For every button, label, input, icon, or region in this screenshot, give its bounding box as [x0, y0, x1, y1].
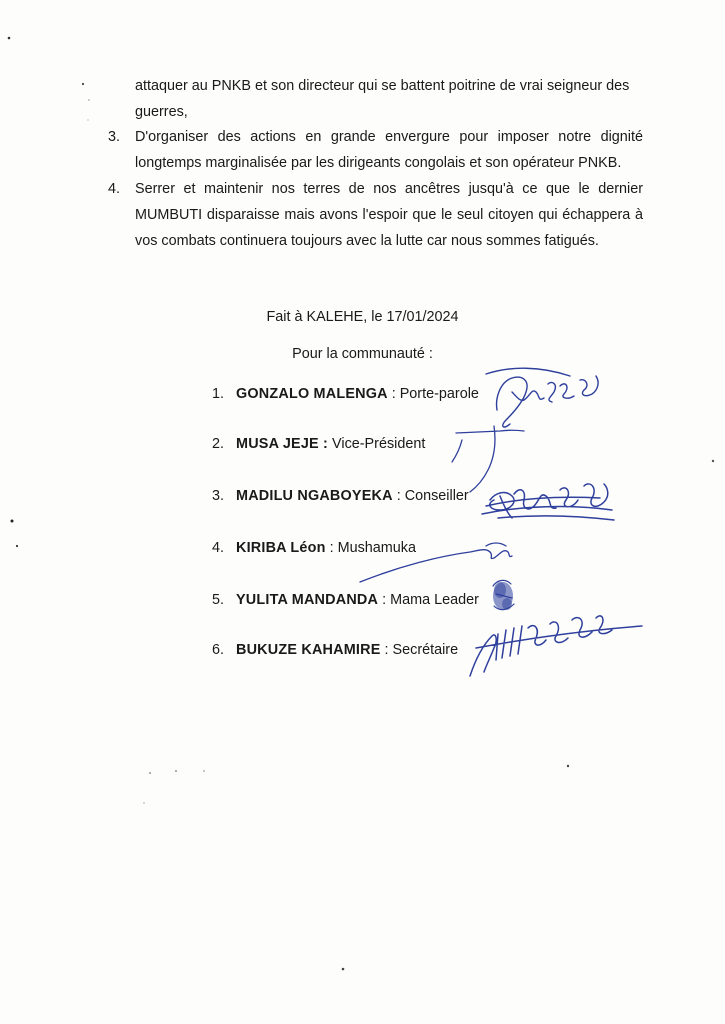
continuation-line-1: attaquer au PNKB et son directeur qui se battent poitrine de vrai seigneur des — [135, 78, 630, 94]
signatory-role: Conseiller — [404, 488, 469, 504]
for-community-heading: Pour la communauté : — [292, 346, 433, 362]
signatory-row — [212, 436, 425, 452]
signatory-row — [212, 386, 479, 402]
signatory-number: 3. — [212, 488, 225, 504]
list-item-line: vos combats continuera toujours avec la lutte car nous sommes fatigués. — [135, 233, 599, 249]
signatory-name: YULITA MANDANDA — [236, 592, 379, 608]
signatory-number: 6. — [212, 642, 225, 658]
signatory-separator: : — [325, 540, 338, 556]
signatory-name: KIRIBA Léon — [236, 540, 326, 556]
signatory-number: 2. — [212, 436, 225, 452]
list-item — [108, 129, 643, 173]
signatory-role: Vice-Président — [332, 436, 426, 452]
signatory-name: BUKUZE KAHAMIRE — [236, 642, 381, 658]
signatory-row — [212, 540, 416, 556]
signatory-row — [212, 488, 469, 504]
list-item-line: MUMBUTI disparaisse mais avons l'espoir que le seul citoyen qui échappera à — [135, 207, 643, 223]
list-item — [108, 181, 643, 251]
signatory-separator: : — [387, 386, 400, 402]
signatory-number: 5. — [212, 592, 225, 608]
signatory-name: MUSA JEJE : — [236, 436, 329, 452]
signatory-number: 1. — [212, 386, 225, 402]
list-item-line: Serrer et maintenir nos terres de nos ancêtres jusqu'à ce que le dernier — [135, 181, 643, 197]
list-item-number: 4. — [108, 181, 121, 197]
signatory-name: GONZALO MALENGA — [236, 386, 388, 402]
signatory-role: Secrétaire — [392, 642, 459, 658]
signatory-separator: : — [378, 592, 391, 608]
place-date: Fait à KALEHE, le 17/01/2024 — [266, 309, 459, 325]
signatory-role: Mama Leader — [390, 592, 479, 608]
signatory-separator: : — [380, 642, 393, 658]
signatory-number: 4. — [212, 540, 225, 556]
signatory-separator: : — [392, 488, 405, 504]
signatory-name: MADILU NGABOYEKA — [236, 488, 393, 504]
signatory-row — [212, 642, 458, 658]
list-item-line: D'organiser des actions en grande envergure pour imposer notre dignité — [135, 129, 643, 145]
continuation-line-2: guerres, — [135, 104, 188, 120]
list-item-number: 3. — [108, 129, 121, 145]
signatory-row — [212, 592, 479, 608]
signatory-role: Mushamuka — [337, 540, 416, 556]
list-item-line: longtemps marginalisée par les dirigeants congolais et son opérateur PNKB. — [135, 155, 622, 171]
signatory-role: Porte-parole — [399, 386, 479, 402]
